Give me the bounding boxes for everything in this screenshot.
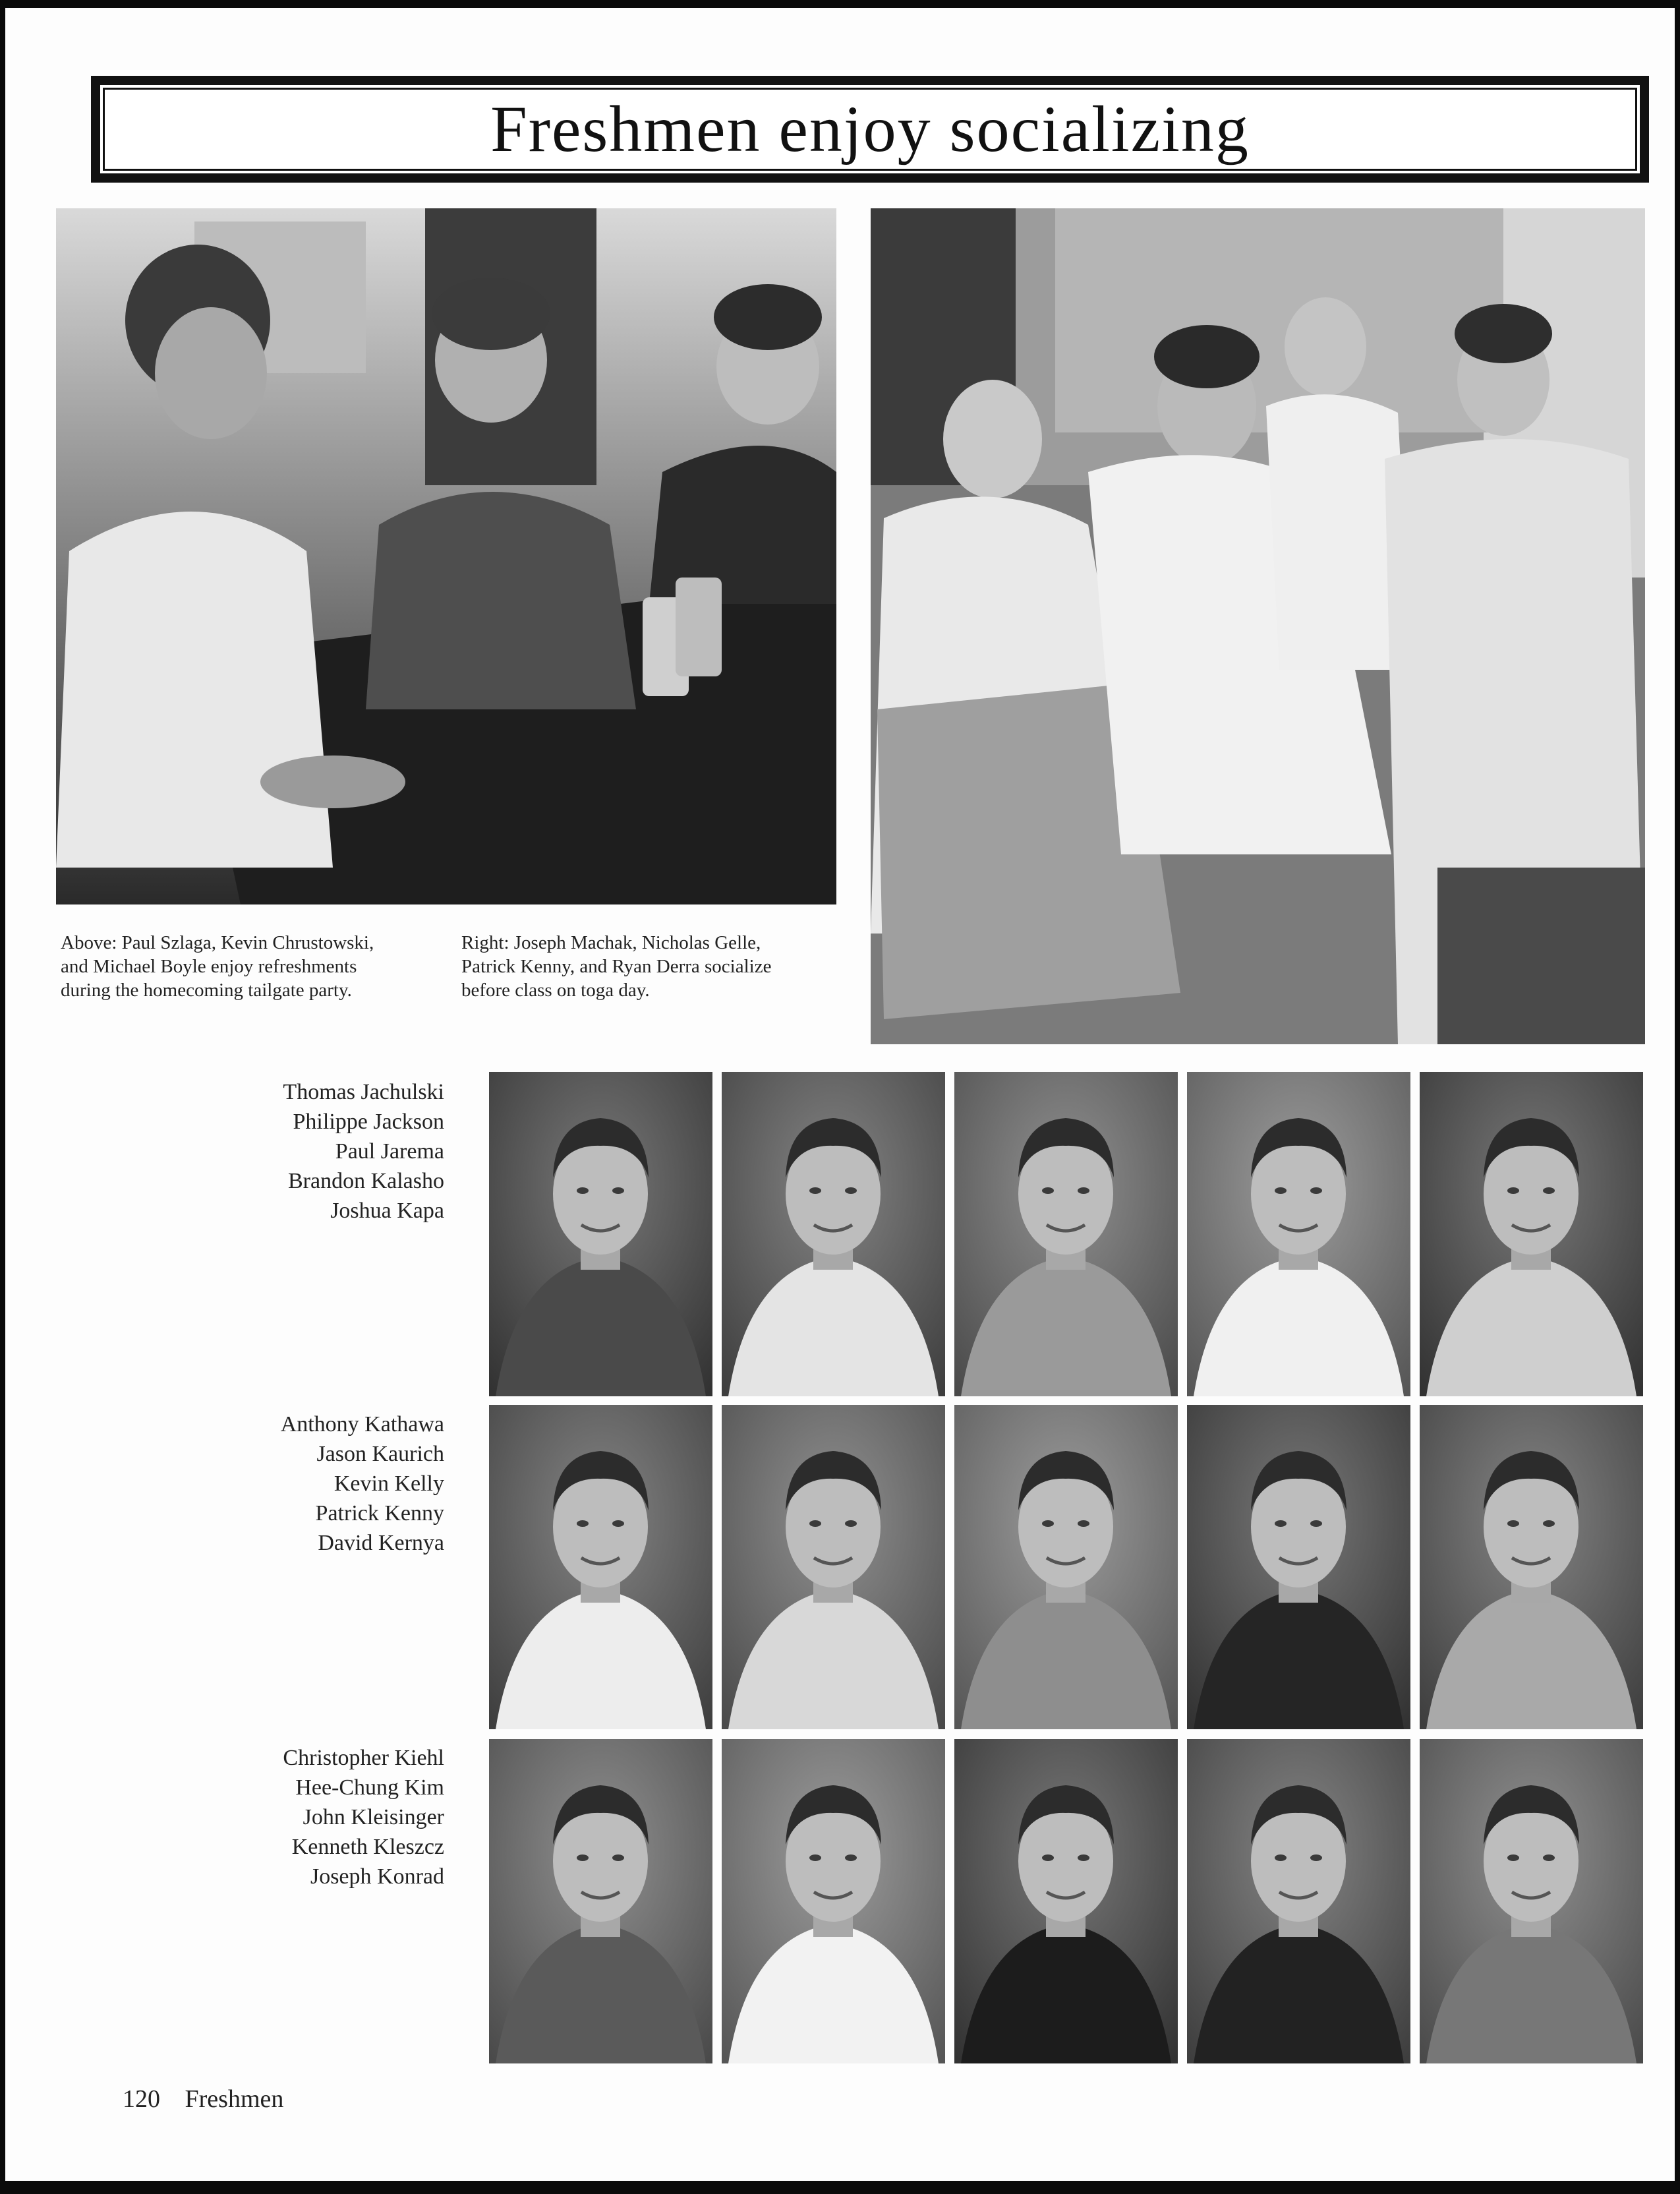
student-portrait — [489, 1739, 712, 2063]
student-portrait — [954, 1739, 1178, 2063]
student-portrait — [1420, 1405, 1643, 1729]
caption-line: during the homecoming tailgate party. — [61, 980, 352, 1001]
student-name: Kevin Kelly — [333, 1471, 444, 1496]
name-list-row-2 — [281, 1409, 444, 1558]
caption-line: Above: Paul Szlaga, Kevin Chrustowski, — [61, 932, 374, 953]
student-name: Joshua Kapa — [330, 1199, 444, 1223]
caption-line: before class on toga day. — [461, 980, 650, 1001]
student-portrait — [1420, 1072, 1643, 1396]
caption-line: and Michael Boyle enjoy refreshments — [61, 956, 357, 977]
title-banner — [91, 76, 1649, 183]
yearbook-page — [5, 8, 1675, 2181]
student-portrait — [1420, 1739, 1643, 2063]
student-name: Brandon Kalasho — [287, 1169, 444, 1193]
student-portrait — [489, 1405, 712, 1729]
student-name: Christopher Kiehl — [283, 1746, 444, 1770]
student-portrait — [489, 1072, 712, 1396]
page-title: Freshmen enjoy socializing — [490, 92, 1250, 165]
caption-line: Right: Joseph Machak, Nicholas Gelle, — [461, 932, 761, 953]
student-portrait — [1187, 1072, 1410, 1396]
student-name: Thomas Jachulski — [283, 1080, 444, 1104]
page-footer — [123, 2085, 283, 2114]
student-name: Paul Jarema — [335, 1139, 444, 1164]
student-name: Kenneth Kleszcz — [291, 1835, 444, 1859]
name-list-row-1 — [283, 1077, 444, 1226]
student-portrait — [722, 1072, 945, 1396]
student-name: Hee-Chung Kim — [295, 1775, 444, 1800]
right-caption — [461, 931, 837, 1002]
student-name: Joseph Konrad — [310, 1864, 444, 1889]
student-portrait — [722, 1739, 945, 2063]
section-name: Freshmen — [185, 2085, 284, 2113]
student-portrait — [722, 1405, 945, 1729]
left-caption — [61, 931, 430, 1002]
student-name: Philippe Jackson — [293, 1110, 444, 1134]
student-name: John Kleisinger — [303, 1805, 444, 1829]
student-name: Patrick Kenny — [315, 1501, 444, 1526]
student-name: Jason Kaurich — [316, 1442, 444, 1466]
student-portrait — [954, 1072, 1178, 1396]
student-portrait — [1187, 1739, 1410, 2063]
right-photo — [871, 208, 1645, 1044]
student-portrait — [954, 1405, 1178, 1729]
student-name: David Kernya — [318, 1531, 444, 1555]
name-list-row-3 — [283, 1743, 444, 1891]
student-name: Anthony Kathawa — [280, 1412, 444, 1437]
student-portrait — [1187, 1405, 1410, 1729]
caption-line: Patrick Kenny, and Ryan Derra socialize — [461, 956, 772, 977]
page-number: 120 — [123, 2085, 160, 2113]
left-photo — [56, 208, 836, 904]
